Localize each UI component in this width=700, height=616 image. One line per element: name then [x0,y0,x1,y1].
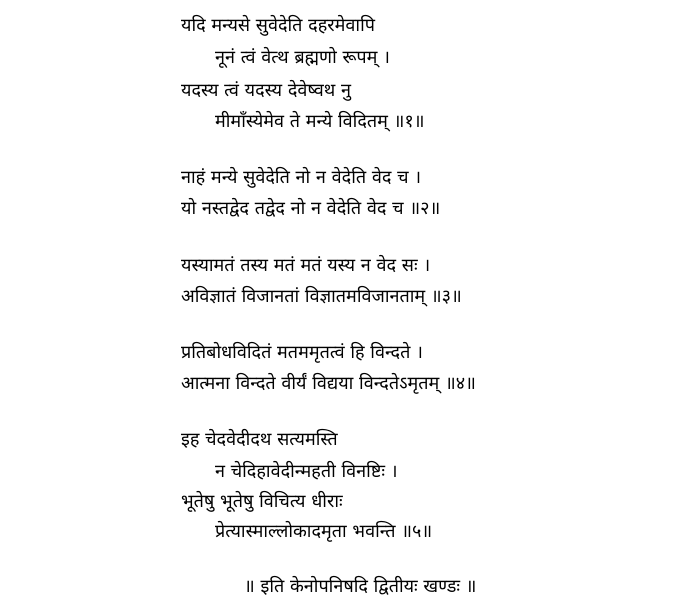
verse-2-line-2: यो नस्तद्वेद तद्वेद नो न वेदेति वेद च ॥२॥ [181,198,441,219]
verse-5-line-3: भूतेषु भूतेषु विचित्य धीराः [181,491,343,512]
verse-3-line-1: यस्यामतं तस्य मतं मतं यस्य न वेद सः । [181,255,431,276]
verse-3-line-2: अविज्ञातं विजानतां विज्ञातमविजानताम् ॥३॥ [181,286,462,307]
verse-2-line-1: नाहं मन्ये सुवेदेति नो न वेदेति वेद च । [181,167,422,188]
verse-4-line-2: आत्मना विन्दते वीर्यं विद्यया विन्दतेऽमृतम् ॥४॥ [181,373,476,394]
verse-4-line-1: प्रतिबोधविदितं मतममृतत्वं हि विन्दते । [181,342,423,363]
verse-5-line-2: न चेदिहावेदीन्महती विनष्टिः । [215,461,398,482]
verse-1-line-4: मीमाँस्येमेव ते मन्ये विदितम् ॥१॥ [215,111,425,132]
verse-1-line-2: नूनं त्वं वेत्थ ब्रह्मणो रूपम् । [215,47,390,68]
verse-5-line-4: प्रेत्यास्माल्लोकादमृता भवन्ति ॥५॥ [215,521,433,542]
verse-1-line-3: यदस्य त्वं यदस्य देवेष्वथ नु [181,80,351,101]
verse-1-line-1: यदि मन्यसे सुवेदेति दहरमेवापि [181,15,375,36]
verse-5-line-1: इह चेदवेदीदथ सत्यमस्ति [181,429,338,450]
colophon: ॥ इति केनोपनिषदि द्वितीयः खण्डः ॥ [244,576,477,597]
